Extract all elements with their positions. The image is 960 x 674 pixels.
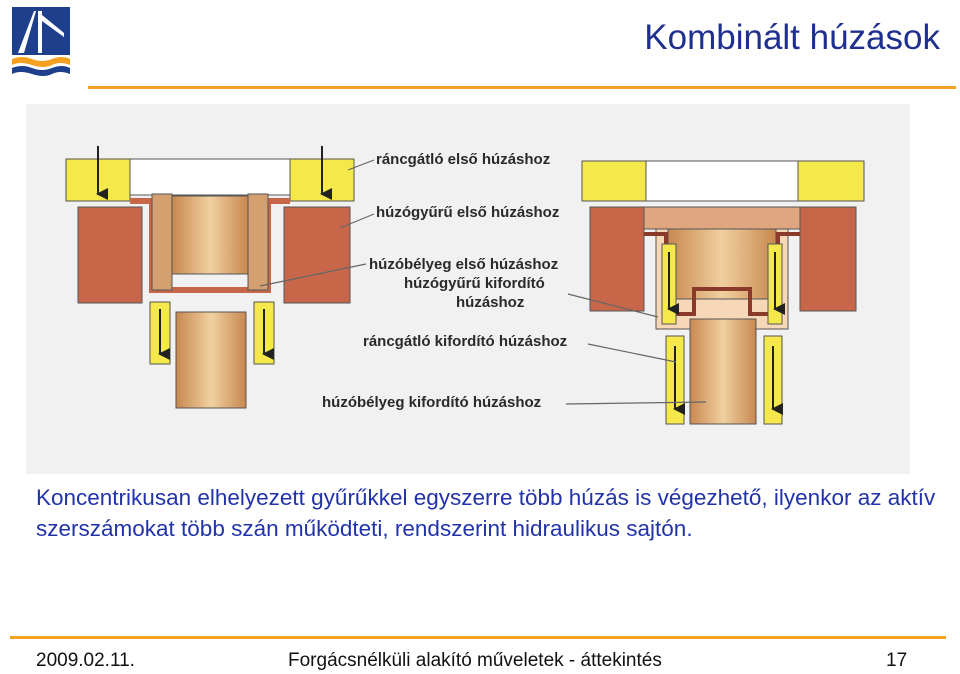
label-draw-ring-first: húzógyűrű első húzáshoz — [376, 204, 560, 221]
label-draw-ring-reverse-2: húzáshoz — [456, 294, 525, 311]
title-divider — [88, 86, 956, 89]
label-punch-first: húzóbélyeg első húzáshoz — [369, 256, 559, 273]
label-punch-reverse: húzóbélyeg kifordító húzáshoz — [322, 394, 542, 411]
page-title: Kombinált húzások — [644, 18, 940, 57]
page-number: 17 — [886, 650, 908, 671]
footer-date: 2009.02.11. — [36, 650, 135, 671]
description-paragraph: Koncentrikusan elhelyezett gyűrűkkel egyszerre több húzás is végezhető, ilyenkor az aktív szerszámokat több szán működteti, rendszerint hidraulikus sajtón. — [36, 485, 936, 541]
right-assembly — [582, 161, 864, 424]
footer-divider — [10, 636, 946, 639]
footer-title: Forgácsnélküli alakító műveletek - áttekintés — [288, 650, 662, 671]
label-blank-holder-first: ráncgátló első húzáshoz — [376, 151, 551, 168]
die-diagram — [26, 104, 910, 474]
label-blank-holder-reverse: ráncgátló kifordító húzáshoz — [363, 333, 568, 350]
left-assembly — [66, 146, 354, 408]
label-draw-ring-reverse-1: húzógyűrű kifordító — [404, 275, 545, 292]
die-diagram-svg — [26, 104, 910, 474]
